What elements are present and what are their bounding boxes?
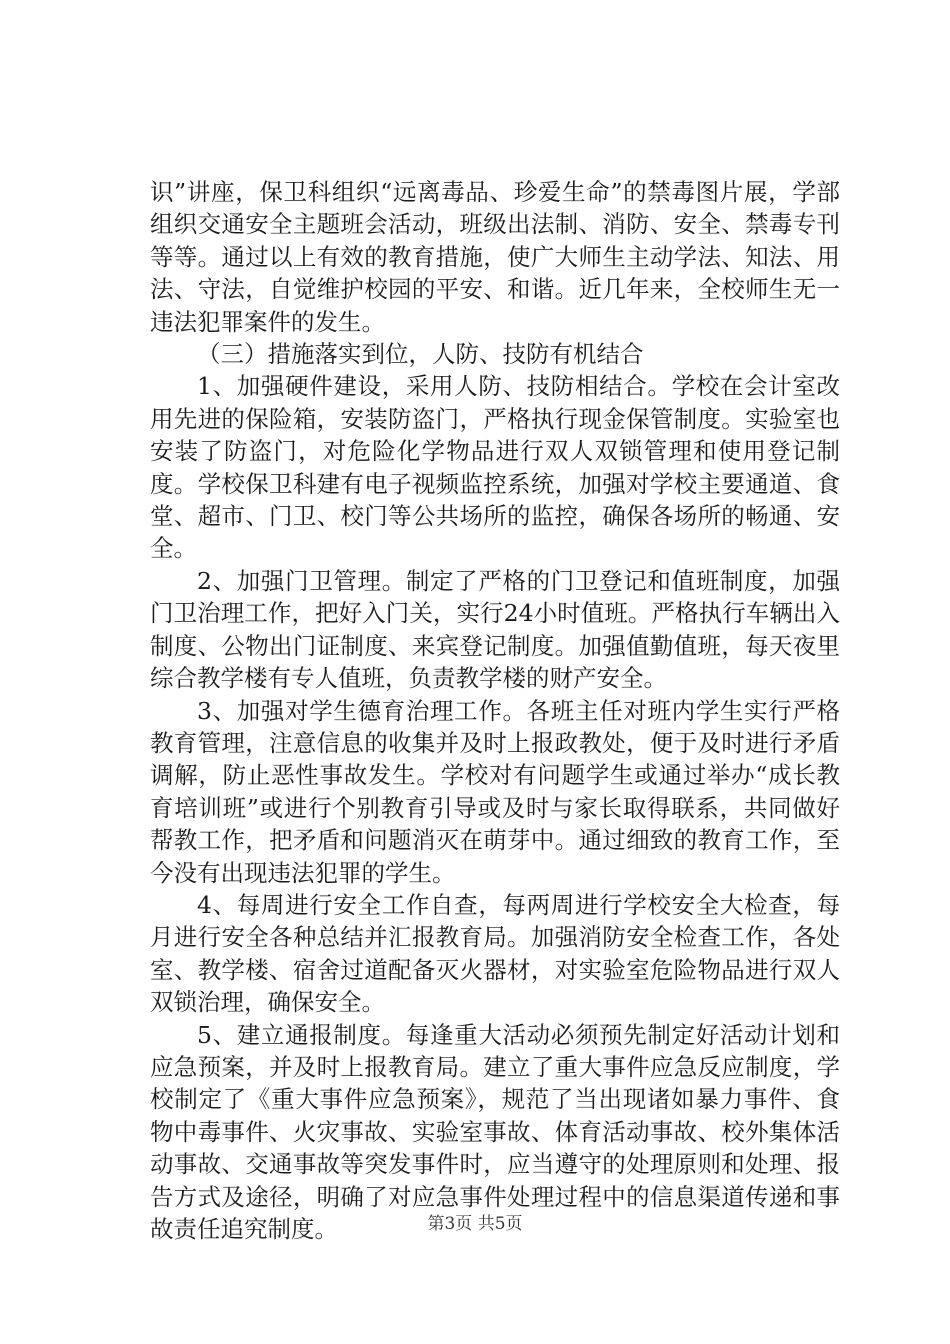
page-number-footer: 第3页 共5页 [427,1214,523,1234]
paragraph-continuation: 识”讲座，保卫科组织“远离毒品、珍爱生命”的禁毒图片展，学部组织交通安全主题班会活动，班级出法制、消防、安全、禁毒专刊等等。通过以上有效的教育措施，使广大师生主动学法、知法、用法、守法，自觉维护校园的平安、和谐。近几年来，全校师生无一违法犯罪案件的发生。 [150,178,840,336]
paragraph-item-3: 3、加强对学生德育治理工作。各班主任对班内学生实行严格教育管理，注意信息的收集并及时上报政教处，便于及时进行矛盾调解，防止恶性事故发生。学校对有问题学生或通过举办“成长教育培训班”或进行个别教育引导或及时与家长取得联系，共同做好帮教工作，把矛盾和问题消灭在萌芽中。通过细致的教育工作，至今没有出现违法犯罪的学生。 [150,696,840,887]
paragraph-item-1: 1、加强硬件建设，采用人防、技防相结合。学校在会计室改用先进的保险箱，安装防盗门，严格执行现金保管制度。实验室也安装了防盗门，对危险化学物品进行双人双锁管理和使用登记制度。学校保卫科建有电子视频监控系统，加强对学校主要通道、食堂、超市、门卫、校门等公共场所的监控，确保各场所的畅通、安全。 [150,372,840,563]
document-body [150,176,840,1245]
paragraph-item-4: 4、每周进行安全工作自查，每两周进行学校安全大检查，每月进行安全各种总结并汇报教育局。加强消防安全检查工作，各处室、教学楼、宿舍过道配备灭火器材，对实验室危险物品进行双人双锁治理，确保安全。 [150,890,840,1017]
paragraph-item-5: 5、建立通报制度。每逢重大活动必须预先制定好活动计划和应急预案，并及时上报教育局。建立了重大事件应急反应制度，学校制定了《重大事件应急预案》，规范了当出现诸如暴力事件、食物中毒事件、火灾事故、实验室事故、体育活动事故、校外集体活动事故、交通事故等突发事件时，应当遵守的处理原则和处理、报告方式及途径，明确了对应急事件处理过程中的信息渠道传递和事故责任追究制度。 [150,1020,840,1243]
section-heading: （三）措施落实到位，人防、技防有机结合 [197,340,644,369]
paragraph-item-2: 2、加强门卫管理。制定了严格的门卫登记和值班制度，加强门卫治理工作，把好入门关，实行24小时值班。严格执行车辆出入制度、公物出门证制度、来宾登记制度。加强值勤值班，每天夜里综合教学楼有专人值班，负责教学楼的财产安全。 [150,566,840,693]
